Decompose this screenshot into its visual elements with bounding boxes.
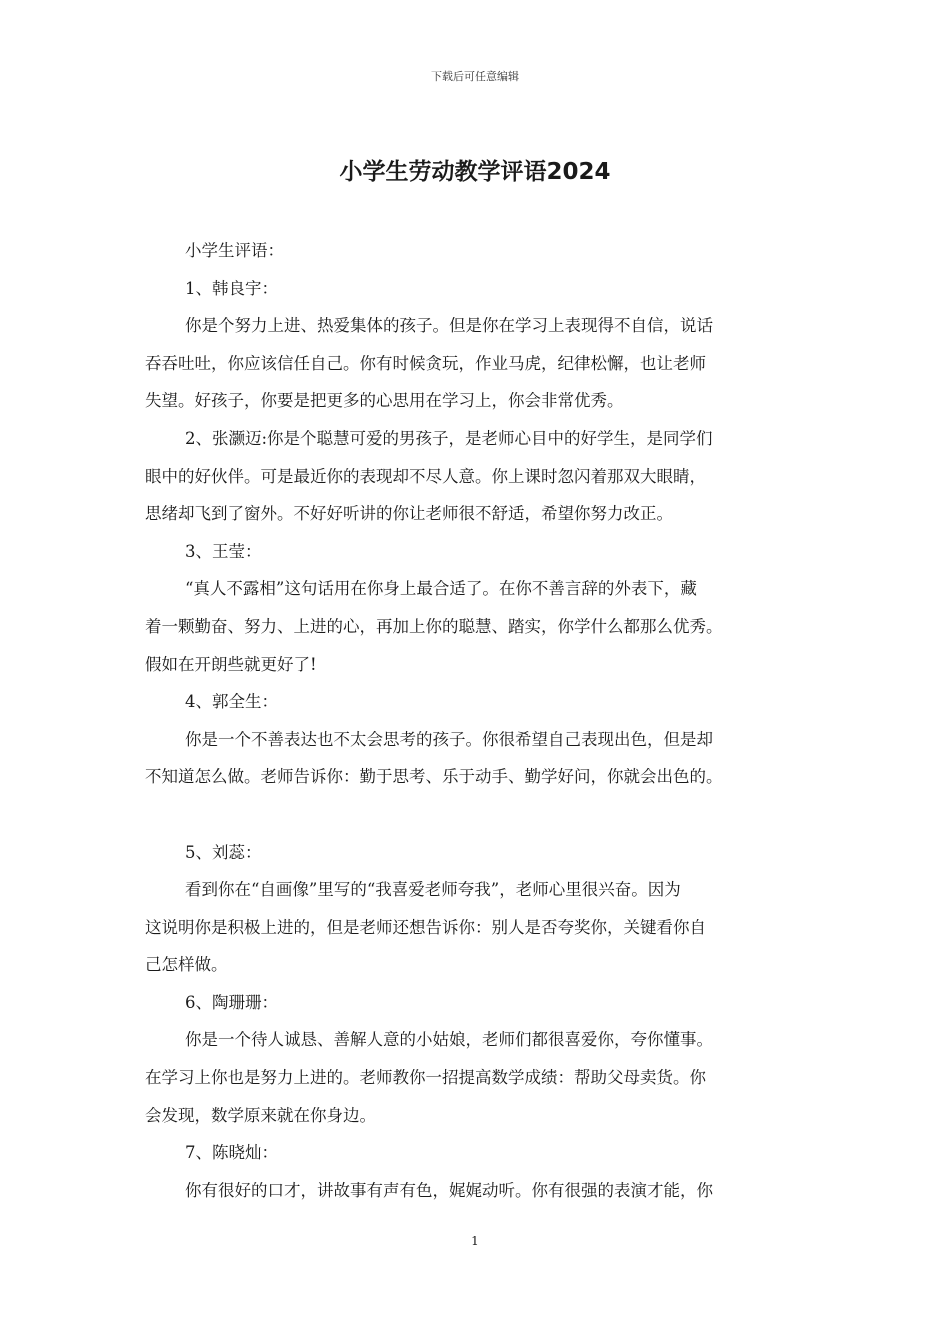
- student-name: 6、陶珊珊：: [185, 992, 278, 1012]
- comment-line: 你是一个待人诚恳、善解人意的小姑娘，老师们都很喜爱你，夸你懂事。: [185, 1030, 713, 1050]
- comment-line: 在学习上你也是努力上进的。老师教你一招提高数学成绩：帮助父母卖货。你: [145, 1068, 706, 1088]
- comment-line: 2、张灏迈:你是个聪慧可爱的男孩子，是老师心目中的好学生，是同学们: [185, 428, 713, 448]
- comment-line: 假如在开朗些就更好了!: [145, 654, 317, 674]
- comment-line: 你是一个不善表达也不太会思考的孩子。你很希望自己表现出色，但是却: [185, 729, 713, 749]
- comment-line: 不知道怎么做。老师告诉你：勤于思考、乐于动手、勤学好问，你就会出色的。: [145, 767, 723, 787]
- student-name: 3、王莹：: [185, 541, 262, 561]
- comment-line: 你是个努力上进、热爱集体的孩子。但是你在学习上表现得不自信，说话: [185, 316, 713, 336]
- comment-line: 会发现，数学原来就在你身边。: [145, 1105, 376, 1125]
- blank-line: [145, 796, 815, 834]
- section-heading: 小学生评语：: [185, 241, 284, 260]
- comment-line: 己怎样做。: [145, 955, 228, 975]
- document-title: 小学生劳动教学评语2024: [339, 159, 611, 185]
- comment-line: 看到你在“自画像”里写的“我喜爱老师夸我”，老师心里很兴奋。因为: [185, 880, 681, 900]
- comment-line: “真人不露相”这句话用在你身上最合适了。在你不善言辞的外表下，藏: [185, 579, 697, 599]
- student-name: 1、韩良宇：: [185, 278, 278, 298]
- comment-line: 失望。好孩子，你要是把更多的心思用在学习上，你会非常优秀。: [145, 391, 624, 411]
- student-name: 4、郭全生：: [185, 692, 278, 712]
- student-name: 7、陈晓灿：: [185, 1143, 278, 1163]
- comment-line: 眼中的好伙伴。可是最近你的表现却不尽人意。你上课时忽闪着那双大眼睛，: [145, 466, 706, 486]
- comment-line: 着一颗勤奋、努力、上进的心，再加上你的聪慧、踏实，你学什么都那么优秀。: [145, 616, 723, 636]
- document-body: [145, 232, 815, 1209]
- comment-line: 思绪却飞到了窗外。不好好听讲的你让老师很不舒适，希望你努力改正。: [145, 504, 673, 524]
- header-note: 下载后可任意编辑: [431, 70, 519, 83]
- page-number: 1: [471, 1234, 479, 1248]
- student-name: 5、刘蕊：: [185, 842, 262, 862]
- comment-line: 这说明你是积极上进的，但是老师还想告诉你：别人是否夸奖你，关键看你自: [145, 917, 706, 937]
- comment-line: 吞吞吐吐，你应该信任自己。你有时候贪玩，作业马虎，纪律松懈，也让老师: [145, 353, 706, 373]
- comment-line: 你有很好的口才，讲故事有声有色，娓娓动听。你有很强的表演才能，你: [185, 1180, 713, 1200]
